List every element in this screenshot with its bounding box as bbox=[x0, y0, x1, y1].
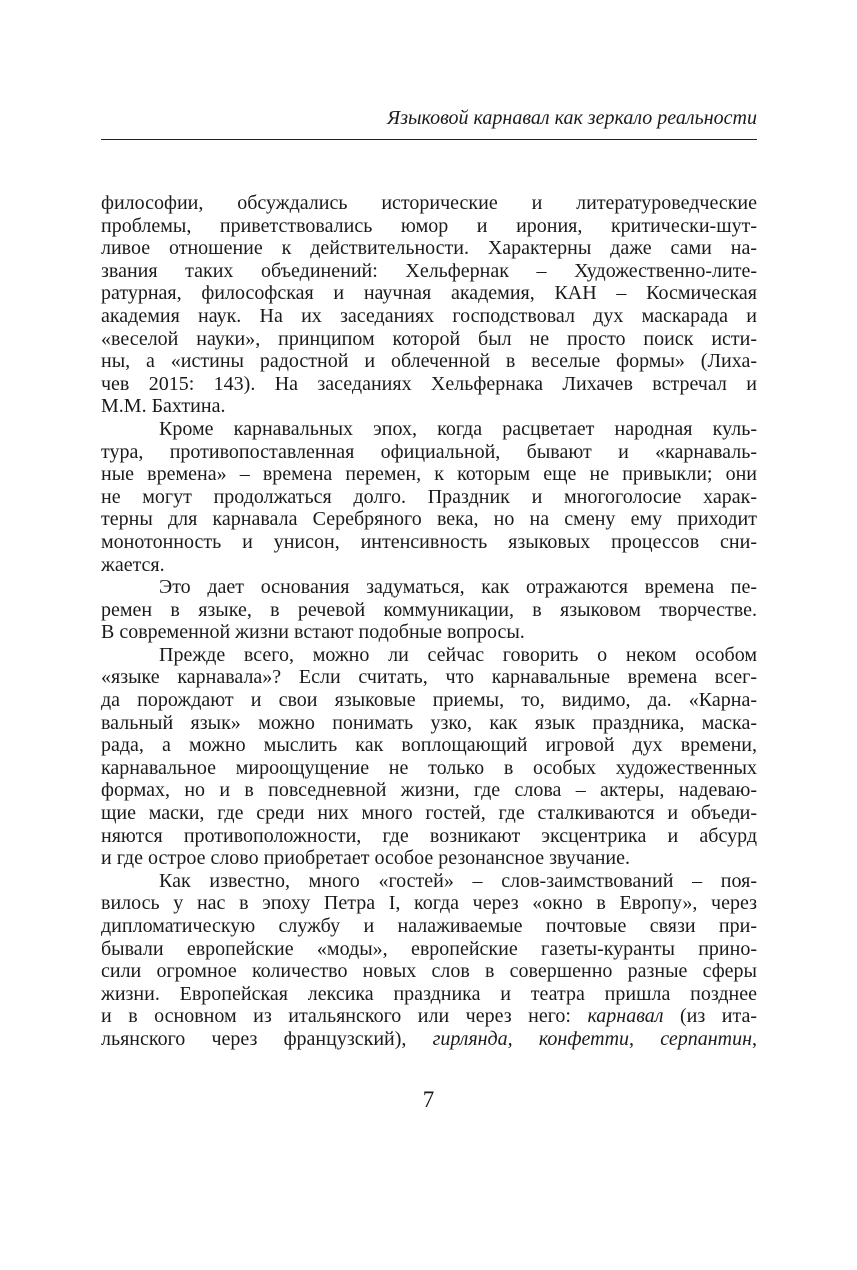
text-line bbox=[101, 215, 757, 238]
text-line bbox=[101, 576, 757, 599]
text-segment: ратурная, философская и научная академия, КАН – Космическая bbox=[101, 282, 757, 305]
text-line bbox=[101, 1028, 757, 1051]
text-line bbox=[101, 237, 757, 260]
text-line bbox=[101, 689, 757, 712]
text-segment: , bbox=[752, 1027, 757, 1050]
text-segment: В современной жизни встают подобные вопросы. bbox=[101, 621, 525, 644]
text-line bbox=[101, 441, 757, 464]
text-segment: карнавальное мироощущение не только в особых художественных bbox=[101, 756, 757, 779]
text-segment: да порождают и свои языковые приемы, то, видимо, да. «Карна- bbox=[101, 689, 757, 712]
text-segment: дипломатическую службу и налаживаемые почтовые связи при- bbox=[101, 915, 757, 937]
text-segment: «языке карнавала»? Если считать, что карнавальные времена всег- bbox=[101, 666, 757, 689]
text-segment: звания таких объединений: Хельфернак – Художественно-лите- bbox=[101, 259, 757, 282]
text-segment: М.М. Бахтина. bbox=[101, 395, 226, 418]
text-segment: ливое отношение к действительности. Характерны даже сами на- bbox=[101, 237, 757, 260]
text-segment: сили огромное количество новых слов в совершенно разные сферы bbox=[101, 960, 757, 983]
text-line bbox=[101, 825, 757, 848]
text-line bbox=[101, 666, 757, 689]
body-text bbox=[101, 192, 757, 1051]
text-segment: вилось у нас в эпоху Петра I, когда через «окно в Европу», через bbox=[101, 892, 757, 915]
text-segment: няются противоположности, где возникают эксцентрика и абсурд bbox=[101, 824, 757, 847]
text-segment: Прежде всего, можно ли сейчас говорить о неком особом bbox=[159, 643, 757, 666]
text-segment: вальный язык» можно понимать узко, как язык праздника, маска- bbox=[101, 711, 757, 734]
text-line bbox=[101, 463, 757, 486]
text-line bbox=[101, 847, 757, 870]
text-segment: формах, но и в повседневной жизни, где слова – актеры, надеваю- bbox=[101, 779, 757, 802]
text-segment: льянского через французский), bbox=[101, 1027, 433, 1050]
text-line bbox=[101, 802, 757, 825]
text-segment: жается. bbox=[101, 553, 165, 576]
text-line bbox=[101, 734, 757, 757]
text-segment: рада, а можно мыслить как воплощающий игровой дух времени, bbox=[101, 734, 757, 757]
text-line bbox=[101, 395, 757, 418]
text-line bbox=[101, 712, 757, 735]
text-segment: Это дает основания задуматься, как отражаются времена пе- bbox=[159, 576, 757, 599]
text-segment: (из ита- bbox=[663, 1005, 757, 1028]
text-segment: ные времена» – времена перемен, к которым еще не привыкли; они bbox=[101, 463, 757, 486]
text-segment: не могут продолжаться долго. Праздник и многоголосие харак- bbox=[101, 485, 757, 508]
header-rule bbox=[101, 139, 757, 140]
text-line bbox=[101, 418, 757, 441]
text-line bbox=[101, 508, 757, 531]
italic-term: гирлянда, конфетти, серпантин bbox=[432, 1027, 752, 1050]
text-line bbox=[101, 1005, 757, 1028]
text-line bbox=[101, 621, 757, 644]
text-line bbox=[101, 915, 757, 938]
text-segment: Как известно, много «гостей» – слов-заимствований – поя- bbox=[159, 869, 757, 892]
text-line bbox=[101, 554, 757, 577]
text-line bbox=[101, 892, 757, 915]
text-line bbox=[101, 373, 757, 396]
text-segment: тура, противопоставленная официальной, бывают и «карнаваль- bbox=[101, 440, 757, 463]
text-line bbox=[101, 599, 757, 622]
text-segment: щие маски, где среди них много гостей, где сталкиваются и объеди- bbox=[101, 802, 757, 825]
text-line bbox=[101, 328, 757, 351]
text-segment: академия наук. На их заседаниях господствовал дух маскарада и bbox=[101, 304, 757, 327]
text-segment: чев 2015: 143). На заседаниях Хельфернака Лихачев встречал и bbox=[101, 372, 757, 395]
text-segment: ремен в языке, в речевой коммуникации, в языковом творчестве. bbox=[101, 598, 757, 621]
text-segment: и в основном из итальянского или через него: bbox=[101, 1005, 588, 1028]
text-segment: и где острое слово приобретает особое резонансное звучание. bbox=[101, 847, 630, 870]
text-line bbox=[101, 486, 757, 509]
text-line bbox=[101, 260, 757, 283]
text-segment: бывали европейские «моды», европейские газеты-куранты прино- bbox=[101, 937, 757, 960]
text-segment: философии, обсуждались исторические и литературоведческие bbox=[101, 192, 757, 214]
text-line bbox=[101, 350, 757, 373]
text-segment: терны для карнавала Серебряного века, но на смену ему приходит bbox=[101, 508, 757, 531]
text-line bbox=[101, 960, 757, 983]
text-line bbox=[101, 192, 757, 215]
text-segment: ны, а «истины радостной и облеченной в веселые формы» (Лиха- bbox=[101, 350, 757, 373]
text-segment: проблемы, приветствовались юмор и ирония, критически-шут- bbox=[101, 214, 757, 237]
text-line bbox=[101, 282, 757, 305]
text-line bbox=[101, 757, 757, 780]
text-line bbox=[101, 870, 757, 893]
text-line bbox=[101, 983, 757, 1006]
text-line bbox=[101, 305, 757, 328]
text-line bbox=[101, 938, 757, 961]
text-segment: монотонность и унисон, интенсивность языковых процессов сни- bbox=[101, 530, 757, 553]
page-number: 7 bbox=[422, 1087, 435, 1112]
text-line bbox=[101, 779, 757, 802]
text-line bbox=[101, 644, 757, 667]
text-segment: «веселой науки», принципом которой был не просто поиск исти- bbox=[101, 327, 757, 350]
running-header: Языковой карнавал как зеркало реальности bbox=[387, 107, 757, 129]
text-segment: жизни. Европейская лексика праздника и театра пришла позднее bbox=[101, 982, 757, 1005]
text-segment: Кроме карнавальных эпох, когда расцветает народная куль- bbox=[159, 417, 757, 440]
text-line bbox=[101, 531, 757, 554]
italic-term: карнавал bbox=[587, 1005, 664, 1028]
